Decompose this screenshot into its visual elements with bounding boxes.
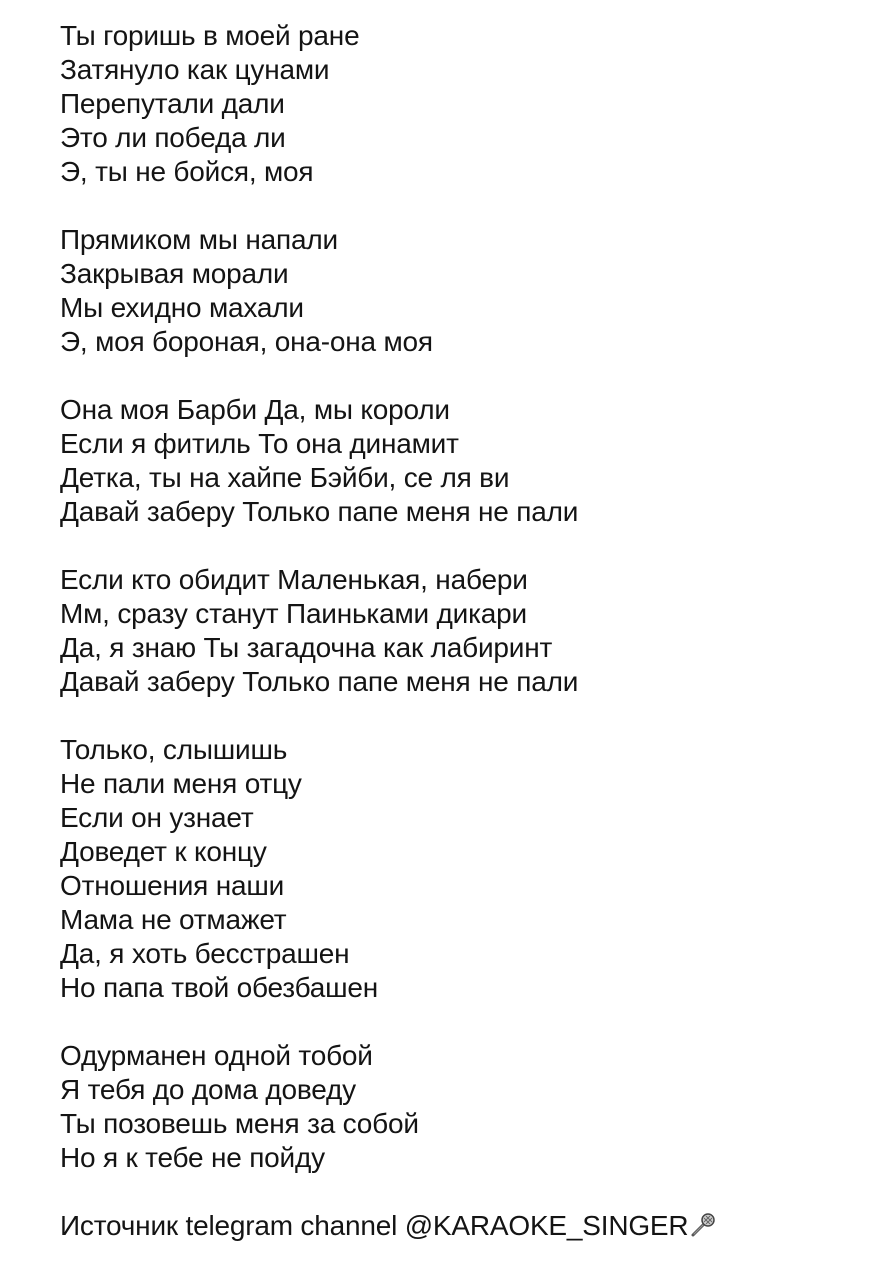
lyric-line: Доведет к концу <box>60 836 267 867</box>
source-text: Источник telegram channel @KARAOKE_SINGER <box>60 1210 689 1241</box>
lyric-line: Но я к тебе не пойду <box>60 1142 325 1173</box>
lyric-line: Э, ты не бойся, моя <box>60 156 314 187</box>
lyric-line: Затянуло как цунами <box>60 54 330 85</box>
lyric-line: Э, моя бороная, она-она моя <box>60 326 433 357</box>
lyric-line: Детка, ты на хайпе Бэйби, се ля ви <box>60 462 510 493</box>
lyric-line: Да, я знаю Ты загадочна как лабиринт <box>60 632 553 663</box>
lyric-line: Я тебя до дома доведу <box>60 1074 356 1105</box>
stanza-4 <box>60 563 860 699</box>
lyric-line: Если он узнает <box>60 802 254 833</box>
microphone-icon <box>690 1212 716 1238</box>
lyric-line: Но папа твой обезбашен <box>60 972 379 1003</box>
stanza-1 <box>60 19 860 189</box>
lyrics-text <box>60 19 860 1243</box>
source-credit <box>60 1209 860 1243</box>
lyric-line: Мы ехидно махали <box>60 292 304 323</box>
lyric-line: Давай заберу Только папе меня не пали <box>60 666 579 697</box>
lyric-line: Ты горишь в моей ране <box>60 20 360 51</box>
lyric-line: Отношения наши <box>60 870 285 901</box>
lyric-line: Закрывая морали <box>60 258 289 289</box>
lyric-line: Ты позовешь меня за собой <box>60 1108 419 1139</box>
lyric-line: Давай заберу Только папе меня не пали <box>60 496 579 527</box>
lyric-line: Мм, сразу станут Паиньками дикари <box>60 598 527 629</box>
stanza-6 <box>60 1039 860 1175</box>
stanza-3 <box>60 393 860 529</box>
lyric-line: Если я фитиль То она динамит <box>60 428 459 459</box>
lyric-line: Одурманен одной тобой <box>60 1040 373 1071</box>
stanza-2 <box>60 223 860 359</box>
lyric-line: Перепутали дали <box>60 88 285 119</box>
stanza-5 <box>60 733 860 1005</box>
lyric-line: Прямиком мы напали <box>60 224 338 255</box>
lyric-line: Да, я хоть бесстрашен <box>60 938 350 969</box>
lyric-line: Не пали меня отцу <box>60 768 302 799</box>
lyric-line: Это ли победа ли <box>60 122 286 153</box>
lyric-line: Если кто обидит Маленькая, набери <box>60 564 528 595</box>
lyric-line: Только, слышишь <box>60 734 288 765</box>
lyric-line: Она моя Барби Да, мы короли <box>60 394 450 425</box>
lyric-line: Мама не отмажет <box>60 904 287 935</box>
